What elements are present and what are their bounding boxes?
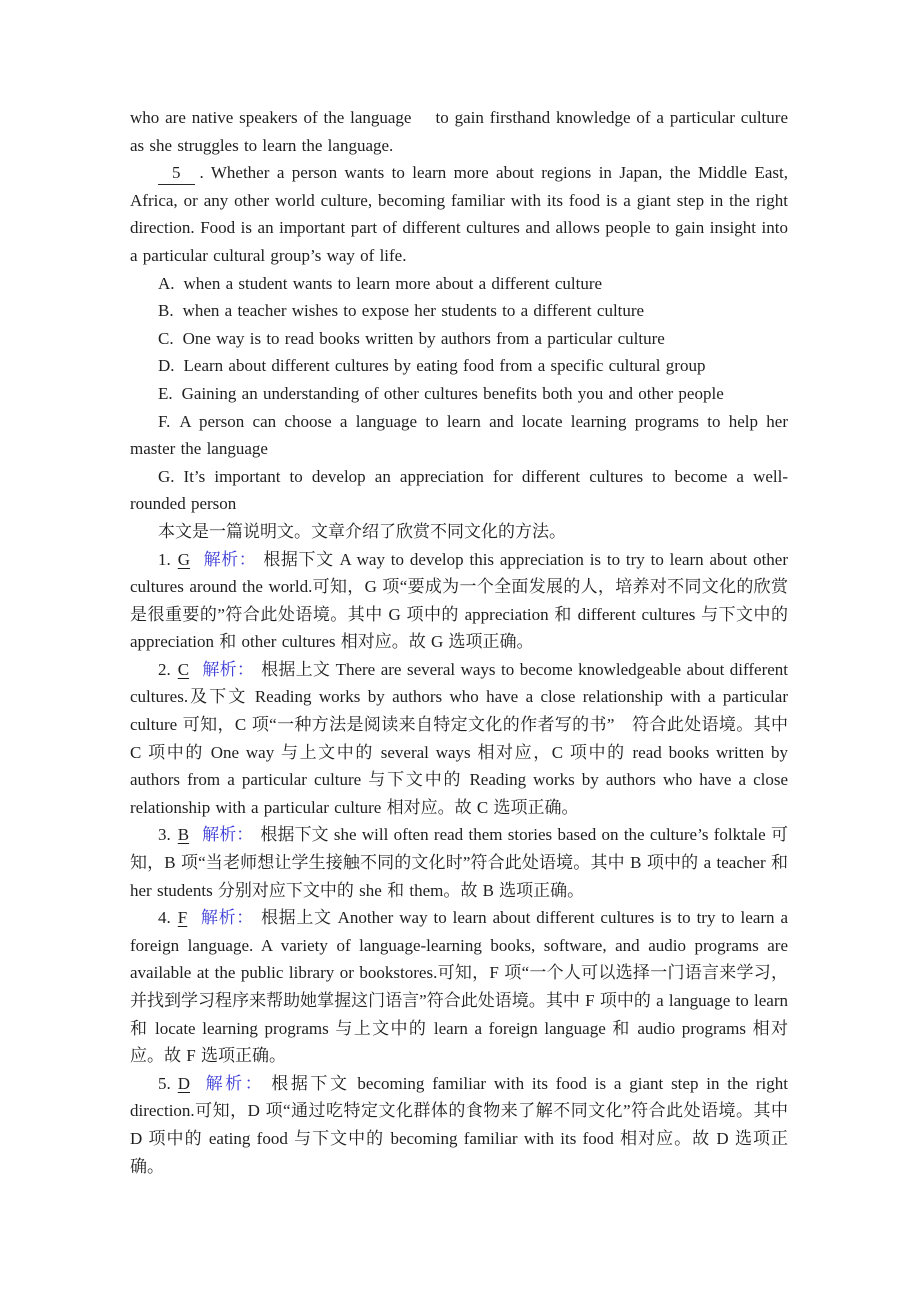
option-e-text: Gaining an understanding of other cultures benefits both you and other people: [181, 383, 724, 403]
option-d-label: D.: [158, 356, 175, 376]
answer-3-explanation: 根据下文 she will often read them stories based on the culture’s folktale 可知，B 项“当老师想让学生接触不同的文化时”符合此处语境。其中 B 项中的 a teacher 和 her students 分别对应下文中的 she 和 them。故 B 选项正确。: [130, 825, 788, 900]
option-c-text: One way is to read books written by authors from a particular culture: [182, 328, 665, 348]
answer-2-explanation: 根据上文 There are several ways to become knowledgeable about different cultures.及下文 Reading works by authors who have a close relationship with a particular culture 可知，C 项“一种方法是阅读来自特定文化的作者写的书” 符合此处语境。其中 C 项中的 One way 与上文中的 several ways 相对应，C 项中的 read books written by authors from a particular culture 与下文中的 Reading works by authors who have a close relationship with a particular culture 相对应。故 C 选项正确。: [130, 659, 789, 817]
answer-1-letter: G: [177, 549, 191, 569]
answer-2-letter: C: [177, 659, 190, 679]
option-e: [130, 380, 788, 408]
option-f-label: F.: [158, 411, 171, 431]
option-d-text: Learn about different cultures by eating food from a specific cultural group: [183, 356, 706, 376]
analysis-item-4: [130, 904, 788, 1070]
answer-4-letter: F: [177, 908, 188, 928]
answer-1-explanation: 根据下文 A way to develop this appreciation is to try to learn about other cultures around the world.可知，G 项“要成为一个全面发展的人，培养对不同文化的欣赏是很重要的”符合此处语境。其中 G 项中的 appreciation 和 different cultures 与下文中的 appreciation 和 other cultures 相对应。故 G 选项正确。: [130, 549, 788, 652]
answer-3-number: 3.: [158, 825, 171, 845]
option-a-text: when a student wants to learn more about a different culture: [183, 273, 603, 293]
answer-1-number: 1.: [158, 549, 171, 569]
passage-tail-paragraph: who are native speakers of the language to gain firsthand knowledge of a particular culture as she struggles to learn the language.: [130, 108, 788, 155]
answer-2-number: 2.: [158, 659, 171, 679]
answer-5-explanation: 根据下文 becoming familiar with its food is a giant step in the right direction.可知，D 项“通过吃特定文化群体的食物来了解不同文化”符合此处语境。其中 D 项中的 eating food 与下文中的 becoming familiar with its food 相对应。故 D 选项正确。: [130, 1073, 788, 1176]
option-b-text: when a teacher wishes to expose her students to a different culture: [182, 301, 645, 321]
option-f: [130, 408, 788, 463]
analysis-item-1: [130, 546, 788, 656]
answer-5-number: 5.: [158, 1073, 171, 1093]
analysis-item-5: [130, 1070, 788, 1180]
question-5-text: . Whether a person wants to learn more about regions in Japan, the Middle East, Africa, or any other world culture, becoming familiar with its food is a giant step in the right direction. Food is an important part of different cultures and allows people to gain insight into a particular cultural group’s way of life.: [130, 163, 788, 265]
option-a-label: A.: [158, 273, 175, 293]
analysis-item-2: [130, 656, 788, 822]
answer-2-analysis-label: 解析：: [202, 659, 255, 679]
answer-5-analysis-label: 解析：: [203, 1073, 265, 1093]
passage-summary: 本文是一篇说明文。文章介绍了欣赏不同文化的方法。: [158, 521, 566, 541]
option-g: [130, 463, 788, 518]
analysis-item-3: [130, 821, 788, 904]
option-c: [130, 325, 788, 353]
option-e-label: E.: [158, 383, 173, 403]
answer-3-letter: B: [177, 825, 190, 845]
option-c-label: C.: [158, 328, 174, 348]
option-g-text: It’s important to develop an appreciation for different cultures to become a well-rounded person: [130, 466, 788, 514]
option-a: [130, 270, 788, 298]
answer-3-analysis-label: 解析：: [202, 825, 254, 845]
option-d: [130, 352, 788, 380]
option-g-label: G.: [158, 466, 175, 486]
blank-5: 5: [158, 162, 195, 185]
question-5-paragraph: [130, 159, 788, 269]
option-f-text: A person can choose a language to learn and locate learning programs to help her master the language: [130, 411, 788, 459]
answer-4-analysis-label: 解析：: [200, 908, 254, 928]
answer-5-letter: D: [177, 1073, 191, 1093]
option-b: [130, 297, 788, 325]
answer-4-explanation: 根据上文 Another way to learn about different cultures is to try to learn a foreign language. A variety of language-learning books, software, and audio programs are available at the public library or bookstores.可知，F 项“一个人可以选择一门语言来学习，并找到学习程序来帮助她掌握这门语言”符合此处语境。其中 F 项中的 a language to learn 和 locate learning programs 与上文中的 learn a foreign language 和 audio programs 相对应。故 F 选项正确。: [130, 908, 789, 1066]
option-b-label: B.: [158, 301, 174, 321]
answer-1-analysis-label: 解析：: [203, 549, 257, 569]
answer-4-number: 4.: [158, 908, 171, 928]
